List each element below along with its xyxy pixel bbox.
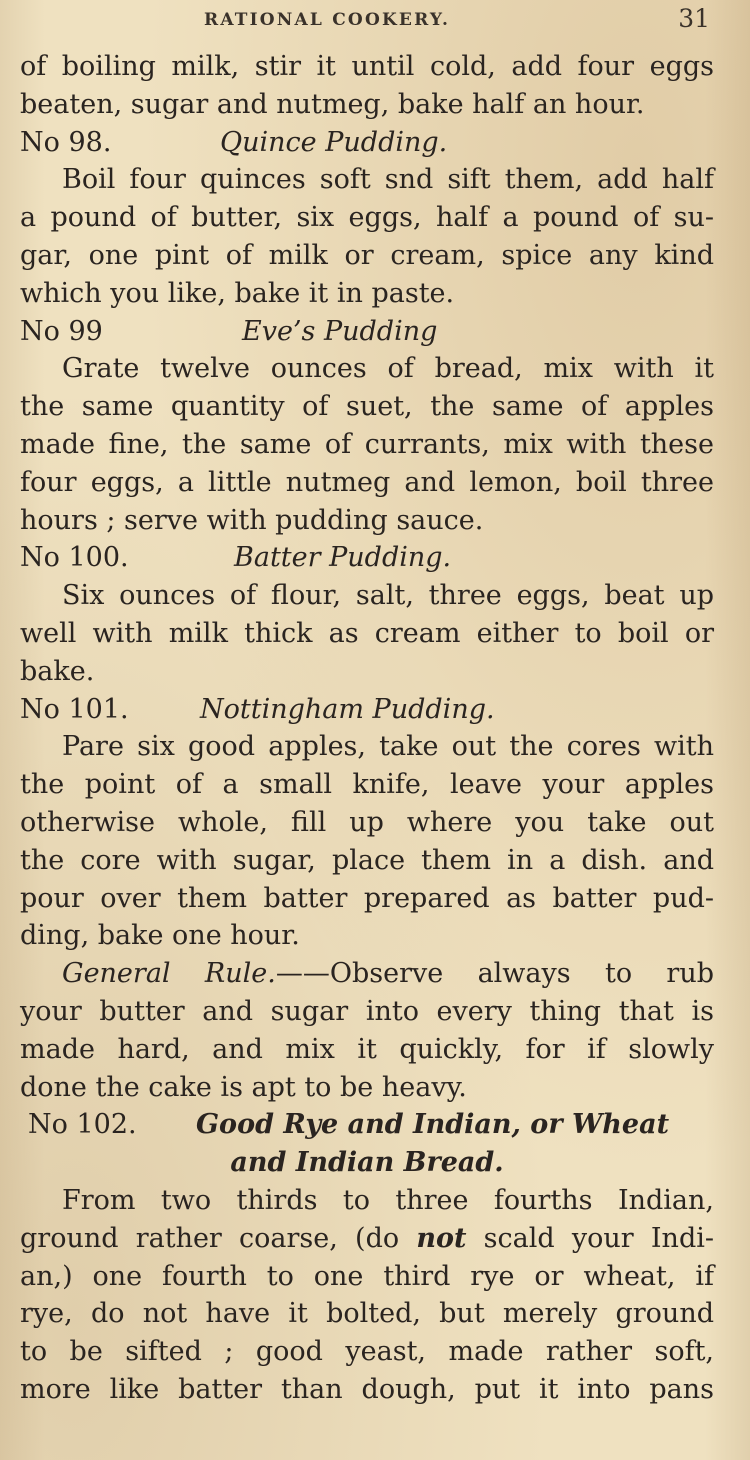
- body-line: Grate twelve ounces of bread, mix with it: [62, 353, 714, 385]
- body-line: the point of a small knife, leave your apples: [20, 769, 714, 801]
- recipe-title-continued: and Indian Bread.: [230, 1147, 504, 1179]
- emphasis-not: not: [416, 1222, 467, 1254]
- text-segment: ground rather coarse, (do: [20, 1222, 417, 1254]
- body-line: the core with sugar, place them in a dish. and: [20, 844, 714, 876]
- body-line: a pound of butter, six eggs, half a pound of su-: [20, 202, 714, 234]
- body-line: made fine, the same of currants, mix with these: [20, 428, 714, 460]
- body-line: Six ounces of flour, salt, three eggs, beat up: [62, 580, 714, 612]
- recipe-number: No 98.: [20, 126, 112, 158]
- body-line: well with milk thick as cream either to boil or: [20, 617, 714, 649]
- rule-text: Observe always to rub: [329, 958, 714, 990]
- body-line: four eggs, a little nutmeg and lemon, boil three: [20, 466, 714, 498]
- recipe-heading-98: [20, 124, 714, 162]
- recipe-number: No 102.: [28, 1109, 137, 1141]
- rule-dash: ——: [275, 958, 330, 990]
- recipe-title: Batter Pudding.: [234, 542, 452, 574]
- recipe-title: Nottingham Pudding.: [200, 693, 495, 725]
- body-line: of boiling milk, stir it until cold, add four eggs: [20, 51, 714, 82]
- page-header: [0, 4, 750, 36]
- body-line: an,) one fourth to one third rye or wheat, if: [20, 1260, 714, 1292]
- text-segment: scald your Indi-: [466, 1222, 714, 1254]
- recipe-heading-100: [20, 539, 714, 577]
- page-body: [20, 48, 714, 1409]
- body-line: made hard, and mix it quickly, for if slowly: [20, 1033, 714, 1065]
- recipe-heading-101: [20, 691, 714, 729]
- recipe-number: No 101.: [20, 693, 129, 725]
- body-line: hours ; serve with pudding sauce.: [20, 504, 484, 536]
- recipe-number: No 100.: [20, 542, 129, 574]
- general-rule-line: [20, 955, 714, 993]
- body-line: otherwise whole, fill up where you take out: [20, 806, 714, 838]
- recipe-number: No 99: [20, 315, 103, 347]
- recipe-title: Good Rye and Indian, or Wheat: [196, 1109, 670, 1141]
- body-line: rye, do not have it bolted, but merely ground: [20, 1298, 714, 1330]
- body-line: From two thirds to three fourths Indian,: [62, 1184, 714, 1216]
- recipe-title: Quince Pudding.: [220, 126, 448, 158]
- body-line: Boil four quinces soft snd sift them, add half: [62, 164, 714, 196]
- running-head: RATIONAL COOKERY.: [204, 10, 451, 30]
- body-line: more like batter than dough, put it into pans: [20, 1373, 714, 1405]
- general-rule-label: General Rule.: [62, 958, 276, 990]
- recipe-heading-102: [20, 1106, 714, 1144]
- body-line: beaten, sugar and nutmeg, bake half an hour.: [20, 88, 645, 120]
- body-line: Pare six good apples, take out the cores with: [62, 731, 714, 763]
- body-line: ding, bake one hour.: [20, 920, 300, 952]
- recipe-title: Eve’s Pudding: [242, 315, 438, 347]
- body-line: your butter and sugar into every thing that is: [20, 995, 714, 1027]
- body-line: gar, one pint of milk or cream, spice any kind: [20, 239, 714, 271]
- recipe-heading-99: [20, 313, 714, 351]
- body-line: which you like, bake it in paste.: [20, 277, 455, 309]
- body-line: to be sifted ; good yeast, made rather soft,: [20, 1336, 714, 1368]
- body-line: the same quantity of suet, the same of apples: [20, 391, 714, 423]
- body-line: [20, 1220, 714, 1258]
- page-number: 31: [678, 4, 710, 33]
- body-line: bake.: [20, 655, 95, 687]
- body-line: pour over them batter prepared as batter pud-: [20, 882, 714, 914]
- body-line: done the cake is apt to be heavy.: [20, 1071, 467, 1103]
